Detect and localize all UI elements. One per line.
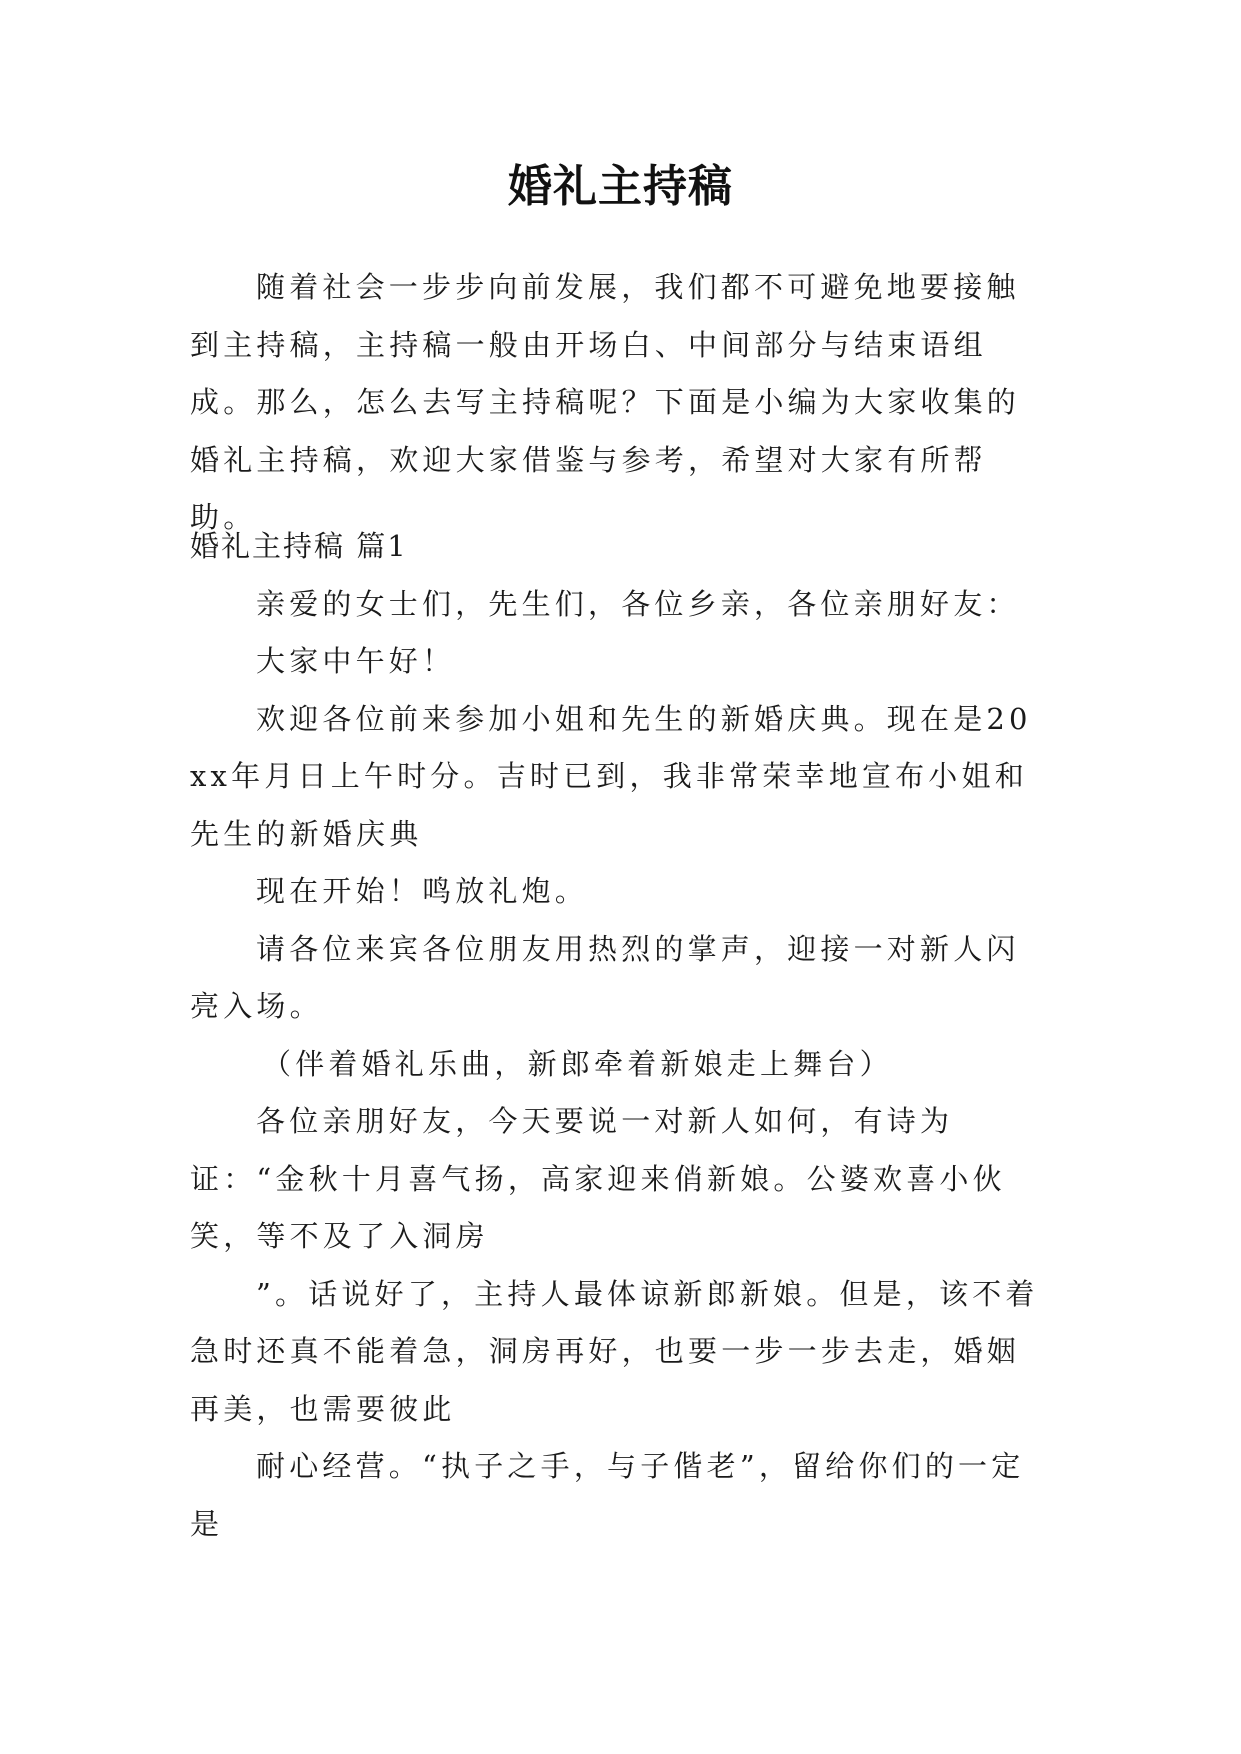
intro-block (190, 259, 1048, 547)
paragraph: 请各位来宾各位朋友用热烈的掌声，迎接一对新人闪亮入场。 (190, 931, 1020, 1023)
paragraph: 亲爱的女士们，先生们，各位乡亲，各位亲朋好友： (256, 586, 1020, 621)
document-title: 婚礼主持稿 (508, 161, 733, 212)
paragraph: 大家中午好！ (256, 644, 456, 678)
paragraph: ”。话说好了，主持人最体谅新郎新娘。但是，该不着急时还真不能着急，洞房再好，也要一步一步去走，婚姻再美，也需要彼此 (190, 1276, 1039, 1426)
paragraph: 耐心经营。“执子之手，与子偕老”，留给你们的一定是 (190, 1449, 1025, 1541)
section-1 (190, 518, 1048, 1553)
paragraph: 各位亲朋好友，今天要说一对新人如何，有诗为证：“金秋十月喜气扬，高家迎来俏新娘。公婆欢喜小伙笑，等不及了入洞房 (190, 1104, 1006, 1253)
paragraph: 现在开始！鸣放礼炮。 (256, 874, 589, 908)
paragraph: 欢迎各位前来参加小姐和先生的新婚庆典。现在是20xx年月日上午时分。吉时已到，我非常荣幸地宣布小姐和先生的新婚庆典 (190, 701, 1032, 851)
section-heading: 婚礼主持稿 篇1 (190, 529, 408, 563)
intro-paragraph: 随着社会一步步向前发展，我们都不可避免地要接触到主持稿，主持稿一般由开场白、中间部分与结束语组成。那么，怎么去写主持稿呢？下面是小编为大家收集的婚礼主持稿，欢迎大家借鉴与参考，希望对大家有所帮助。 (190, 270, 1021, 534)
paragraph: （伴着婚礼乐曲，新郎牵着新娘走上舞台） (262, 1046, 893, 1081)
